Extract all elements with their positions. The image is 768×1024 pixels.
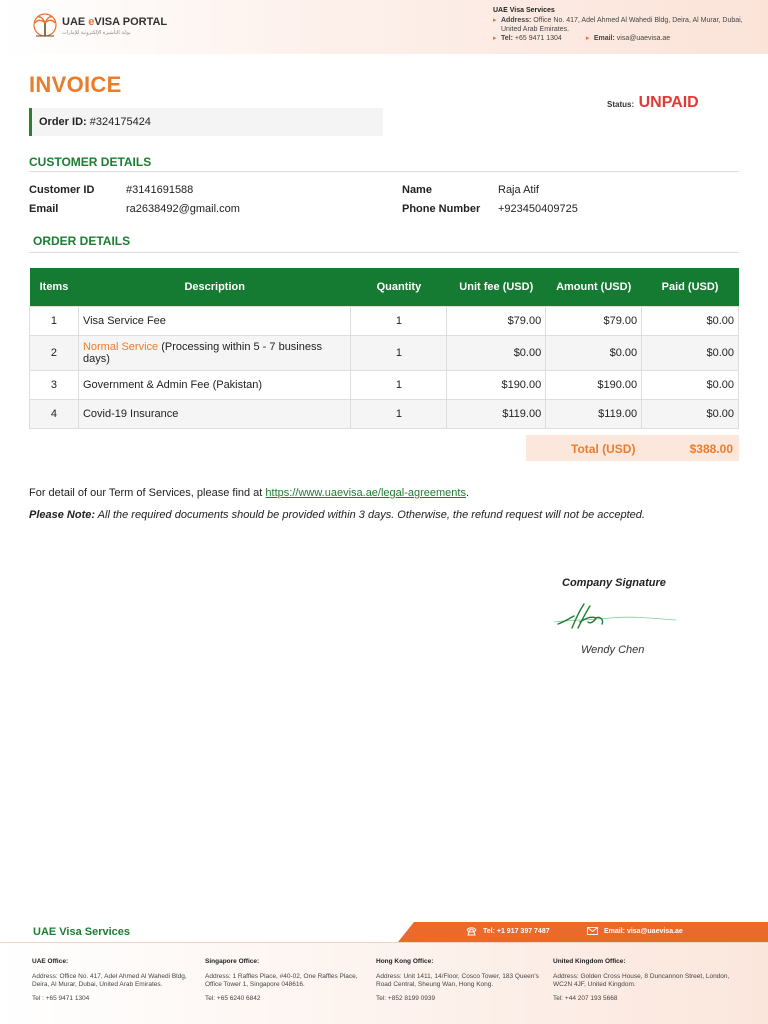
status-badge bbox=[607, 94, 699, 112]
customer-email-label: Email bbox=[29, 203, 59, 215]
item-paid: $0.00 bbox=[642, 335, 739, 370]
item-quantity: 1 bbox=[351, 306, 447, 335]
office-name: Hong Kong Office: bbox=[376, 958, 434, 965]
item-amount: $0.00 bbox=[546, 335, 642, 370]
item-description: Government & Admin Fee (Pakistan) bbox=[78, 370, 351, 399]
item-number: 3 bbox=[30, 370, 79, 399]
company-signature-title: Company Signature bbox=[562, 577, 666, 589]
item-unit-fee: $190.00 bbox=[447, 370, 546, 399]
order-details-divider bbox=[29, 252, 739, 253]
item-paid: $0.00 bbox=[642, 370, 739, 399]
status-value: UNPAID bbox=[638, 94, 699, 111]
terms-of-service-text: For detail of our Term of Services, please find at https://www.uaevisa.ae/legal-agreements. bbox=[29, 487, 470, 499]
item-paid: $0.00 bbox=[642, 399, 739, 428]
table-header-row bbox=[30, 268, 739, 306]
signatory-name: Wendy Chen bbox=[581, 644, 645, 656]
column-header-items: Items bbox=[30, 268, 79, 306]
customer-name-value: Raja Atif bbox=[498, 184, 539, 196]
office-address: Address: Golden Cross House, 8 Duncannon Street, London, WC2N 4JF, United Kingdom. bbox=[553, 972, 730, 988]
item-unit-fee: $79.00 bbox=[447, 306, 546, 335]
item-paid: $0.00 bbox=[642, 306, 739, 335]
email-icon bbox=[587, 927, 598, 935]
office-address: Address: 1 Raffles Place, #40-02, One Raffles Place, Office Tower 1, Singapore 048616. bbox=[205, 972, 358, 988]
total-value: $388.00 bbox=[689, 442, 733, 456]
invoice-title: INVOICE bbox=[29, 72, 122, 97]
item-quantity: 1 bbox=[351, 399, 447, 428]
footer-offices bbox=[0, 942, 768, 1024]
footer-email[interactable]: Email: visa@uaevisa.ae bbox=[587, 927, 683, 935]
please-note-label: Please Note: bbox=[29, 509, 96, 521]
column-header-unit-fee: Unit fee (USD) bbox=[447, 268, 546, 306]
order-id-box bbox=[29, 108, 383, 136]
office-address: Address: Office No. 417, Adel Ahmed Al Wahedi Bldg, Deira, Al Murar, Dubai, United Arab Emirates. bbox=[32, 972, 187, 988]
column-header-quantity: Quantity bbox=[351, 268, 447, 306]
handwritten-signature-icon bbox=[550, 598, 678, 638]
legal-agreements-link[interactable]: https://www.uaevisa.ae/legal-agreements bbox=[265, 487, 466, 499]
office-address: Address: Unit 1411, 14/Floor, Cosco Tower, 183 Queen's Road Central, Sheung Wan, Hong Kong. bbox=[376, 972, 539, 988]
item-description: Visa Service Fee bbox=[78, 306, 351, 335]
header-address: ▸ Address: Office No. 417, Adel Ahmed Al Wahedi Bldg, Deira, Al Murar, Dubai, United Arab Emirates. bbox=[493, 16, 753, 34]
customer-details-title: CUSTOMER DETAILS bbox=[29, 155, 152, 169]
header-email[interactable]: ▸ Email: visa@uaevisa.ae bbox=[586, 34, 670, 43]
logo-arabic-subtitle: بوابة التأشيرة الإلكترونية للإمارات bbox=[62, 30, 131, 36]
order-id-value: #324175424 bbox=[89, 116, 151, 128]
header-contact bbox=[493, 6, 753, 43]
header-tel: ▸ Tel: +65 9471 1304 bbox=[493, 34, 562, 43]
item-number: 2 bbox=[30, 335, 79, 370]
customer-name-label: Name bbox=[402, 184, 432, 196]
office-tel: Tel: +65 6240 6842 bbox=[205, 994, 261, 1002]
column-header-amount: Amount (USD) bbox=[546, 268, 642, 306]
item-quantity: 1 bbox=[351, 335, 447, 370]
column-header-paid: Paid (USD) bbox=[642, 268, 739, 306]
header-company-name: UAE Visa Services bbox=[493, 7, 555, 14]
office-tel: Tel: +44 207 193 5668 bbox=[553, 994, 618, 1002]
customer-phone-value: +923450409725 bbox=[498, 203, 578, 215]
status-label: Status: bbox=[607, 100, 635, 109]
total-label: Total (USD) bbox=[571, 442, 636, 456]
office-uae bbox=[32, 958, 197, 1003]
logo-wordmark: UAE eVISA PORTAL bbox=[62, 16, 168, 28]
item-unit-fee: $119.00 bbox=[447, 399, 546, 428]
office-name: Singapore Office: bbox=[205, 958, 260, 965]
office-singapore bbox=[205, 958, 365, 1003]
table-row bbox=[30, 370, 739, 399]
order-items-table bbox=[29, 268, 739, 429]
uae-visa-portal-logo[interactable] bbox=[32, 12, 182, 42]
item-unit-fee: $0.00 bbox=[447, 335, 546, 370]
footer-contact-bar bbox=[398, 922, 768, 942]
office-hong-kong bbox=[376, 958, 544, 1003]
item-quantity: 1 bbox=[351, 370, 447, 399]
customer-email-value: ra2638492@gmail.com bbox=[126, 203, 240, 215]
total-summary bbox=[526, 435, 739, 461]
item-number: 1 bbox=[30, 306, 79, 335]
column-header-description: Description bbox=[78, 268, 351, 306]
order-id-label: Order ID: bbox=[39, 116, 87, 128]
item-description: Normal Service (Processing within 5 - 7 business days) bbox=[78, 335, 351, 370]
office-tel: Tel: +852 8199 0939 bbox=[376, 994, 436, 1002]
item-number: 4 bbox=[30, 399, 79, 428]
item-description: Covid-19 Insurance bbox=[78, 399, 351, 428]
page-header bbox=[0, 0, 768, 54]
office-name: United Kingdom Office: bbox=[553, 958, 626, 965]
customer-details-divider bbox=[29, 171, 739, 172]
item-amount: $190.00 bbox=[546, 370, 642, 399]
order-details-title: ORDER DETAILS bbox=[33, 234, 131, 248]
item-amount: $79.00 bbox=[546, 306, 642, 335]
table-row bbox=[30, 399, 739, 428]
customer-phone-label: Phone Number bbox=[402, 203, 481, 215]
item-amount: $119.00 bbox=[546, 399, 642, 428]
palm-tree-logo-icon bbox=[32, 12, 58, 40]
service-type-highlight: Normal Service bbox=[82, 340, 159, 353]
office-tel: Tel : +65 9471 1304 bbox=[32, 994, 90, 1002]
footer-brand-name: UAE Visa Services bbox=[33, 926, 131, 938]
office-united-kingdom bbox=[553, 958, 743, 1003]
office-name: UAE Office: bbox=[32, 958, 69, 965]
table-row bbox=[30, 306, 739, 335]
footer-phone[interactable]: Tel: +1 917 397 7487 bbox=[466, 927, 550, 936]
please-note-text: Please Note: All the required documents should be provided within 3 days. Otherwise, the refund request will not be accepted. bbox=[29, 509, 645, 521]
customer-id-value: #3141691588 bbox=[126, 184, 194, 196]
table-row bbox=[30, 335, 739, 370]
customer-id-label: Customer ID bbox=[29, 184, 95, 196]
phone-icon bbox=[466, 927, 477, 936]
